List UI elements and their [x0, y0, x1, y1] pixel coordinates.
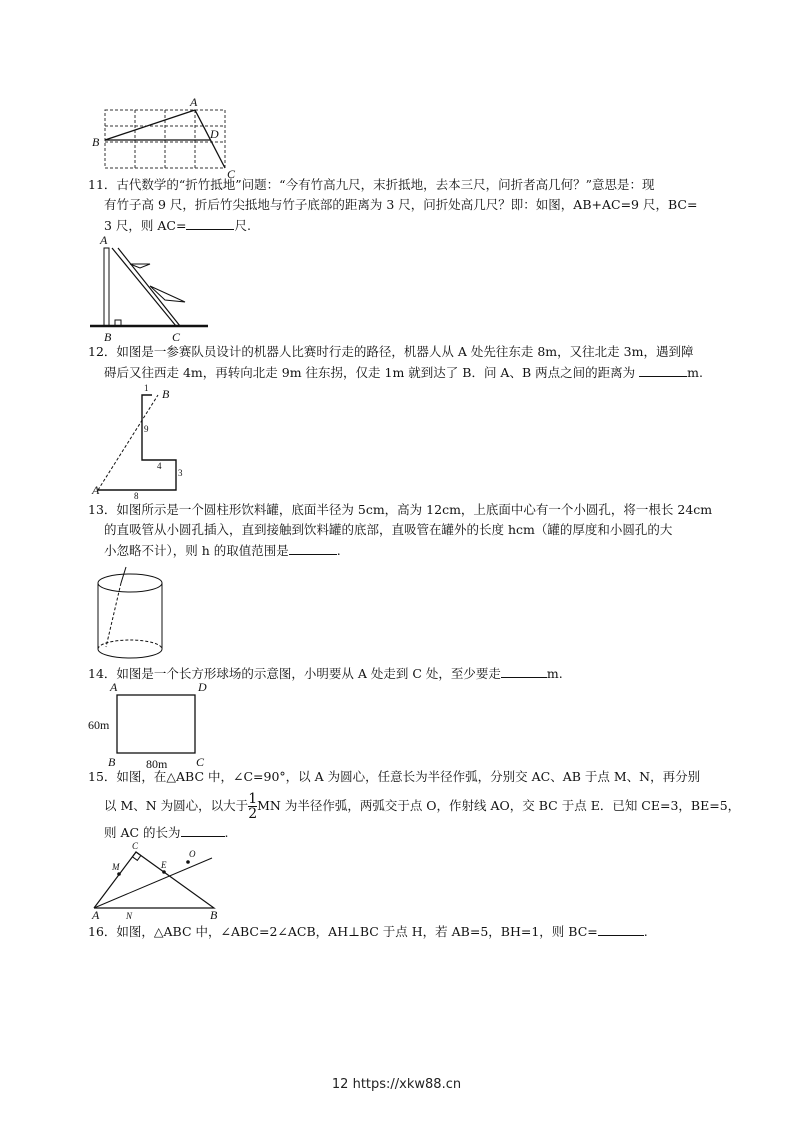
q11-line1: 11．古代数学的“折竹抵地”问题：“今有竹高九尺，末折抵地，去本三尺，问折者高几何？”意思是：现 [88, 177, 655, 192]
q15-text-a: 以 M、N 为圆心，以大于 [104, 798, 249, 813]
answer-blank[interactable] [639, 363, 687, 377]
figure-grid-triangle [90, 96, 240, 181]
label-C: C [196, 755, 205, 769]
label-B: B [104, 330, 112, 344]
q12-unit: m. [687, 365, 703, 380]
label-C: C [172, 330, 181, 344]
label-60m: 60m [88, 718, 110, 732]
q11-text: 3 尺，则 AC= [104, 218, 187, 233]
q12-line1: 12．如图是一参赛队员设计的机器人比赛时行走的路径，机器人从 A 处先往东走 8m，又往北走 3m，遇到障 [88, 344, 694, 359]
label-M: M [112, 862, 120, 872]
q13-line3 [104, 541, 341, 560]
q11-line2: 有竹子高 9 尺，折后竹尖抵地与竹子底部的距离为 3 尺，问折处高几尺？即：如图，AB+AC=9 尺，BC= [104, 197, 698, 212]
q15-line1: 15．如图，在△ABC 中，∠C=90°，以 A 为圆心，任意长为半径作弧，分别交 AC、AB 于点 M、N，再分别 [88, 769, 701, 784]
figure-triangle-bisector [88, 840, 228, 920]
label-3: 3 [178, 468, 183, 478]
figure-rectangle-field [88, 680, 218, 770]
q13-line1: 13．如图所示是一个圆柱形饮料罐，底面半径为 5cm，高为 12cm，上底面中心有一个小圆孔，将一根长 24cm [88, 502, 713, 517]
q14-unit: m. [546, 666, 563, 681]
label-D: D [198, 680, 207, 694]
figure-robot-path [90, 380, 190, 500]
figure-cylinder [90, 565, 170, 665]
label-E: E [161, 860, 167, 870]
label-A: A [100, 233, 108, 247]
q13-line2: 的直吸管从小圆孔插入，直到接触到饮料罐的底部，直吸管在罐外的长度 hcm（罐的厚度和小圆孔的大 [104, 522, 673, 537]
q13-text: 小忽略不计），则 h 的取值范围是 [104, 543, 289, 558]
label-8: 8 [134, 491, 139, 501]
q15-text-b: MN 为半径作弧，两弧交于点 O，作射线 AO，交 BC 于点 E．已知 CE=3，BE=5， [257, 798, 741, 813]
label-O: O [189, 849, 196, 859]
label-B: B [210, 908, 218, 922]
page-footer: 12 https://xkw88.cn [331, 1077, 462, 1092]
label-A: A [190, 95, 198, 109]
q14-text: 14．如图是一个长方形球场的示意图，小明要从 A 处走到 C 处，至少要走 [88, 666, 501, 681]
label-4: 4 [157, 461, 162, 471]
q11-line3 [104, 216, 251, 235]
q12-text: 碍后又往西走 4m，再转向北走 9m 往东拐，仅走 1m 就到达了 B．问 A、B 两点之间的距离为 [104, 365, 636, 380]
frac-den: 2 [248, 806, 258, 822]
label-N: N [126, 911, 133, 921]
q16-line1 [88, 922, 648, 941]
frac-num: 1 [248, 791, 258, 807]
q13-end: . [336, 543, 341, 558]
label-C: C [227, 167, 236, 181]
answer-blank[interactable] [501, 664, 547, 678]
figure-bamboo [90, 234, 210, 344]
q12-line2 [104, 363, 703, 382]
label-B: B [108, 755, 116, 769]
label-A: A [92, 483, 100, 497]
label-1: 1 [144, 383, 149, 393]
q11-unit: 尺. [234, 218, 251, 233]
label-80m: 80m [146, 757, 168, 771]
answer-blank[interactable] [598, 922, 644, 936]
answer-blank[interactable] [186, 216, 234, 230]
label-D: D [210, 127, 219, 141]
label-A: A [92, 908, 100, 922]
label-B: B [92, 135, 100, 149]
label-C: C [132, 841, 139, 851]
fraction-one-half [248, 792, 257, 821]
q15-line2 [104, 792, 740, 821]
q15-end: . [224, 825, 229, 840]
answer-blank[interactable] [181, 823, 225, 837]
label-A: A [110, 680, 118, 694]
answer-blank[interactable] [289, 541, 337, 555]
label-B: B [162, 387, 170, 401]
q16-text: 16．如图，△ABC 中，∠ABC=2∠ACB，AH⊥BC 于点 H，若 AB=5，BH=1，则 BC= [88, 924, 598, 939]
q15-text: 则 AC 的长为 [104, 825, 181, 840]
label-9: 9 [144, 424, 149, 434]
q16-end: . [643, 924, 648, 939]
